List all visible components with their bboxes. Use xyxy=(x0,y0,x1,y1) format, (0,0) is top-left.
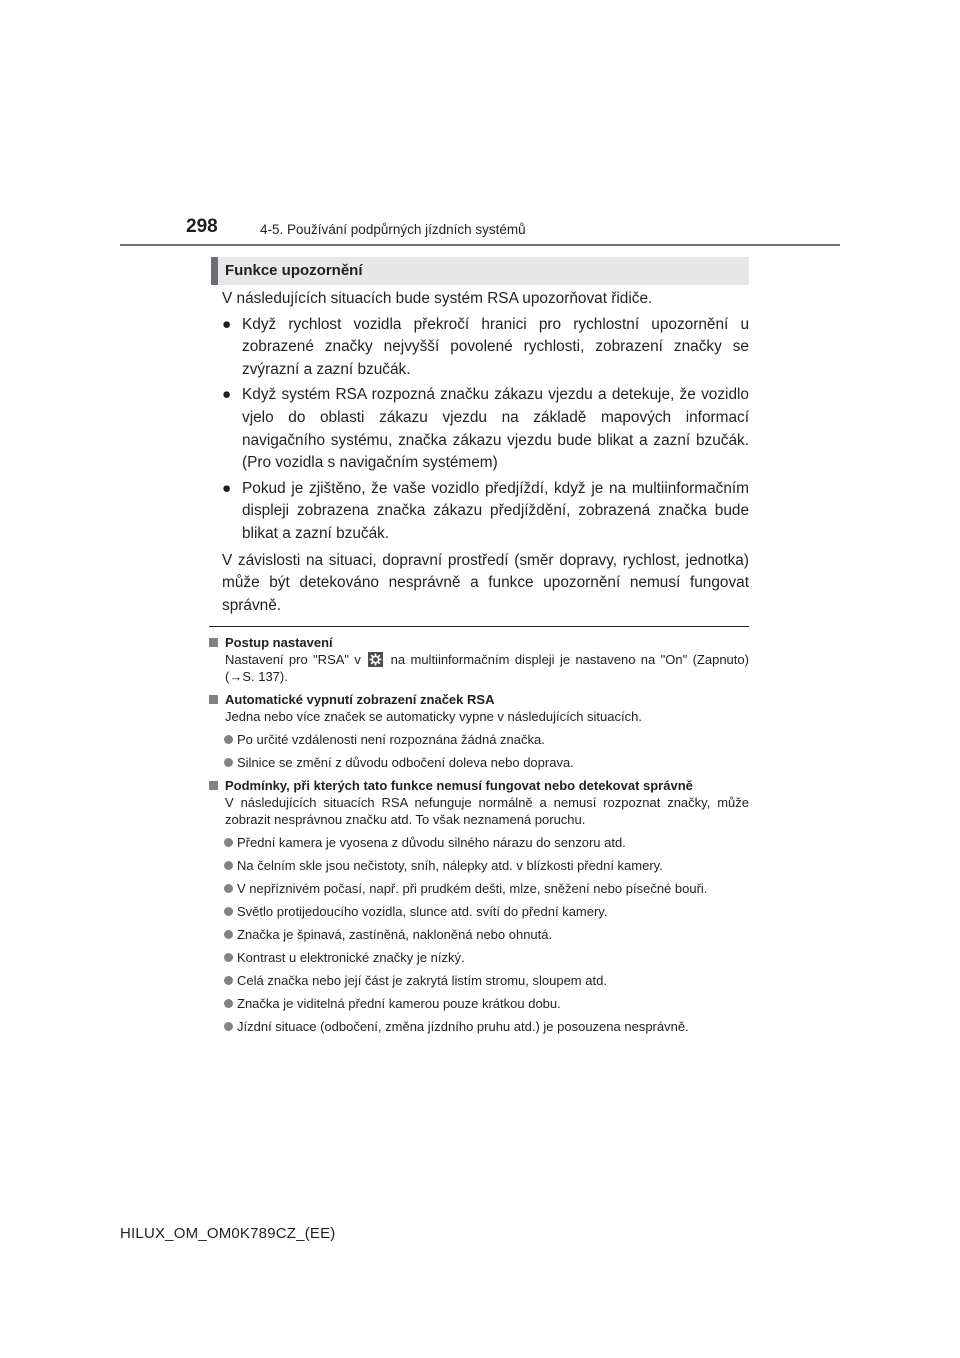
list-item xyxy=(209,995,749,1012)
square-bullet-icon xyxy=(209,695,218,704)
round-bullet-icon xyxy=(224,884,233,893)
page-number: 298 xyxy=(186,216,218,237)
note-text-setup xyxy=(209,651,749,685)
list-item xyxy=(209,857,749,874)
list-item xyxy=(209,1018,749,1035)
round-bullet-icon xyxy=(224,930,233,939)
header-divider xyxy=(120,244,840,246)
list-item xyxy=(222,478,749,546)
list-item xyxy=(209,880,749,897)
list-item-text: Pokud je zjištěno, že vaše vozidlo předjíždí, když je na multiinformačním displeji zobrazena značka zákazu předjíždění, zobrazená značka bude blikat a zazní bzučák. xyxy=(242,479,749,542)
notes-divider xyxy=(209,626,749,627)
note-text-conditions: V následujících situacích RSA nefunguje normálně a nemusí rozpoznat značky, může zobrazit nesprávnou značku atd. To však neznamená poruchu. xyxy=(225,795,749,827)
round-bullet-icon xyxy=(224,1022,233,1031)
list-item-text: Přední kamera je vyosena z důvodu silného nárazu do senzoru atd. xyxy=(237,835,626,850)
list-item xyxy=(209,754,749,771)
heading-title: Funkce upozornění xyxy=(225,262,363,279)
round-bullet-icon xyxy=(224,758,233,767)
setup-text-after: na multiinformačním displeji je nastaveno na "On" (Zapnuto) (→S. 137). xyxy=(225,652,749,684)
list-item-text: V nepříznivém počasí, např. při prudkém dešti, mlze, sněžení nebo písečné bouři. xyxy=(237,881,708,896)
footer-doc-id: HILUX_OM_OM0K789CZ_(EE) xyxy=(120,1225,336,1242)
square-bullet-icon xyxy=(209,638,218,647)
list-item xyxy=(209,972,749,989)
square-bullet-icon xyxy=(209,781,218,790)
list-item xyxy=(209,926,749,943)
intro-paragraph: V následujících situacích bude systém RSA upozorňovat řidiče. xyxy=(222,290,653,307)
round-bullet-icon xyxy=(224,735,233,744)
note-title-conditions xyxy=(209,777,749,794)
list-item-text: Jízdní situace (odbočení, změna jízdního pruhu atd.) je posouzena nesprávně. xyxy=(237,1019,689,1034)
list-item xyxy=(209,903,749,920)
list-item-text: Silnice se změní z důvodu odbočení doleva nebo doprava. xyxy=(237,755,574,770)
notes-section xyxy=(209,634,749,1035)
list-item-text: Značka je viditelná přední kamerou pouze krátkou dobu. xyxy=(237,996,561,1011)
round-bullet-icon xyxy=(224,999,233,1008)
list-item-text: Když systém RSA rozpozná značku zákazu vjezdu a detekuje, že vozidlo vjelo do oblasti zákazu vjezdu na základě mapových informací navigačního systému, značka zákazu vjezdu bude blikat a zazní bzučák. (Pro vozidla s navigačním systémem) xyxy=(242,386,749,472)
note-title-auto-off xyxy=(209,691,749,708)
list-item-text: Když rychlost vozidla překročí hranici pro rychlostní upozornění u zobrazené značky nejvyšší povolené rychlosti, zobrazení značky se zvýrazní a zazní bzučák. xyxy=(242,315,749,378)
section-title: 4-5. Používání podpůrných jízdních systémů xyxy=(260,222,526,237)
list-item xyxy=(222,314,749,382)
note-title-text: Podmínky, při kterých tato funkce nemusí fungovat nebo detekovat správně xyxy=(225,778,693,793)
round-bullet-icon xyxy=(224,976,233,985)
note-text-auto-off: Jedna nebo více značek se automaticky vypne v následujících situacích. xyxy=(225,709,642,724)
main-content xyxy=(222,288,749,617)
gear-icon xyxy=(368,652,383,667)
list-item-text: Na čelním skle jsou nečistoty, sníh, nálepky atd. v blízkosti přední kamery. xyxy=(237,858,663,873)
note-title-text: Automatické vypnutí zobrazení značek RSA xyxy=(225,692,495,707)
list-item-text: Světlo protijedoucího vozidla, slunce atd. svítí do přední kamery. xyxy=(237,904,608,919)
list-item xyxy=(209,949,749,966)
list-item-text: Kontrast u elektronické značky je nízký. xyxy=(237,950,465,965)
list-item-text: Celá značka nebo její část je zakrytá listím stromu, sloupem atd. xyxy=(237,973,607,988)
setup-text-before: Nastavení pro "RSA" v xyxy=(225,652,361,667)
bullet-icon: ● xyxy=(222,315,232,333)
bullet-icon: ● xyxy=(222,479,232,497)
note-title-setup xyxy=(209,634,749,651)
round-bullet-icon xyxy=(224,838,233,847)
heading-accent xyxy=(211,257,218,285)
round-bullet-icon xyxy=(224,953,233,962)
list-item xyxy=(222,384,749,474)
note-title-text: Postup nastavení xyxy=(225,635,333,650)
bullet-icon: ● xyxy=(222,386,232,404)
heading-bar xyxy=(211,257,749,285)
closing-paragraph: V závislosti na situaci, dopravní prostředí (směr dopravy, rychlost, jednotka) může být detekováno nesprávně a funkce upozornění nemusí fungovat správně. xyxy=(222,551,749,614)
list-item xyxy=(209,731,749,748)
list-item-text: Po určité vzdálenosti není rozpoznána žádná značka. xyxy=(237,732,545,747)
round-bullet-icon xyxy=(224,861,233,870)
round-bullet-icon xyxy=(224,907,233,916)
list-item xyxy=(209,834,749,851)
list-item-text: Značka je špinavá, zastíněná, nakloněná nebo ohnutá. xyxy=(237,927,553,942)
